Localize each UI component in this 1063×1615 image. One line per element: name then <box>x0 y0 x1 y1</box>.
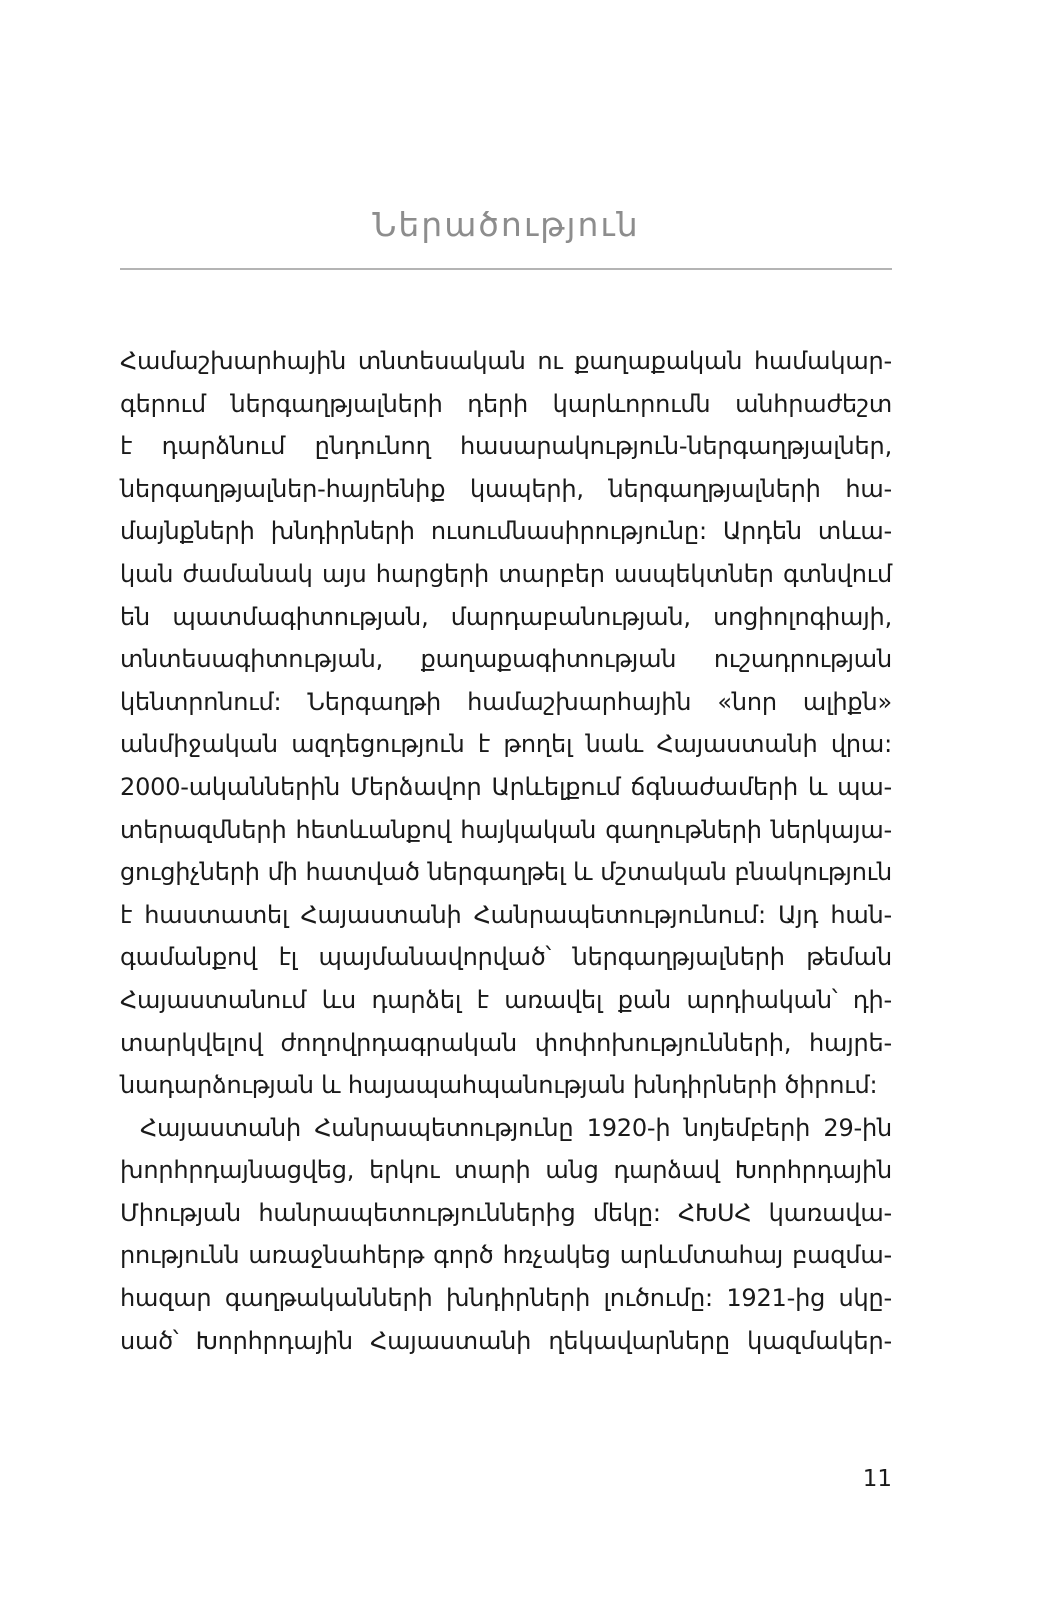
text-line: է դարձնում ընդունող հասարակություն-ներգաղթյալներ, <box>120 432 892 461</box>
text-line: Հայաստանում ևս դարձել է առավել քան արդիական՝ դի- <box>120 985 892 1014</box>
title-divider <box>120 268 892 270</box>
text-line: է հաստատել Հայաստանի Հանրապետությունում: Այդ հան- <box>120 900 892 929</box>
text-line: կան ժամանակ այս հարցերի տարբեր ասպեկտներ գտնվում <box>120 559 892 588</box>
text-line: մայնքների խնդիրների ուսումնասիրությունը: Արդեն տևա- <box>120 517 892 546</box>
body-text <box>120 340 892 1362</box>
text-line: գամանքով էլ պայմանավորված՝ ներգաղթյալների թեման <box>120 943 892 972</box>
text-line: ցուցիչների մի հատված ներգաղթել և մշտական բնակություն <box>120 858 892 887</box>
chapter-title: Ներածություն <box>372 205 640 244</box>
text-line: Համաշխարհային տնտեսական ու քաղաքական համակար- <box>120 347 892 375</box>
text-line: անմիջական ազդեցություն է թողել նաև Հայաստանի վրա: <box>120 730 892 759</box>
text-line: տերազմների հետևանքով հայկական գաղութների ներկայա- <box>120 815 892 844</box>
page-number: 11 <box>862 1466 892 1492</box>
text-line: 2000-ականներին Մերձավոր Արևելքում ճգնաժամերի և պա- <box>120 772 892 801</box>
text-line: Հայաստանի Հանրապետությունը 1920-ի նոյեմբերի 29-ին <box>140 1113 892 1142</box>
text-line: ներգաղթյալներ-հայրենիք կապերի, ներգաղթյալների հա- <box>120 474 892 503</box>
text-line: տնտեսագիտության, քաղաքագիտության ուշադրության <box>120 645 892 674</box>
text-line: նադարձության և հայապահպանության խնդիրների ծիրում: <box>120 1071 878 1100</box>
text-line: կենտրոնում: Ներգաղթի համաշխարհային «նոր ալիքն» <box>120 687 892 716</box>
text-line: տարկվելով ժողովրդագրական փոփոխությունների, հայրե- <box>120 1028 892 1057</box>
text-line: րությունն առաջնահերթ գործ հռչակեց արևմտահայ բազմա- <box>120 1241 892 1270</box>
text-line: սած՝ Խորհրդային Հայաստանի ղեկավարները կազմակեր- <box>120 1326 892 1355</box>
text-line: Միության հանրապետություններից մեկը: ՀԽՍՀ կառավա- <box>120 1198 892 1227</box>
text-line: հազար գաղթականների խնդիրների լուծումը: 1921-ից սկը- <box>120 1284 892 1313</box>
text-line: խորհրդայնացվեց, երկու տարի անց դարձավ Խորհրդային <box>120 1156 892 1185</box>
text-line: գերում ներգաղթյալների դերի կարևորումն անհրաժեշտ <box>120 389 892 418</box>
text-line: են պատմագիտության, մարդաբանության, սոցիոլոգիայի, <box>120 602 892 631</box>
